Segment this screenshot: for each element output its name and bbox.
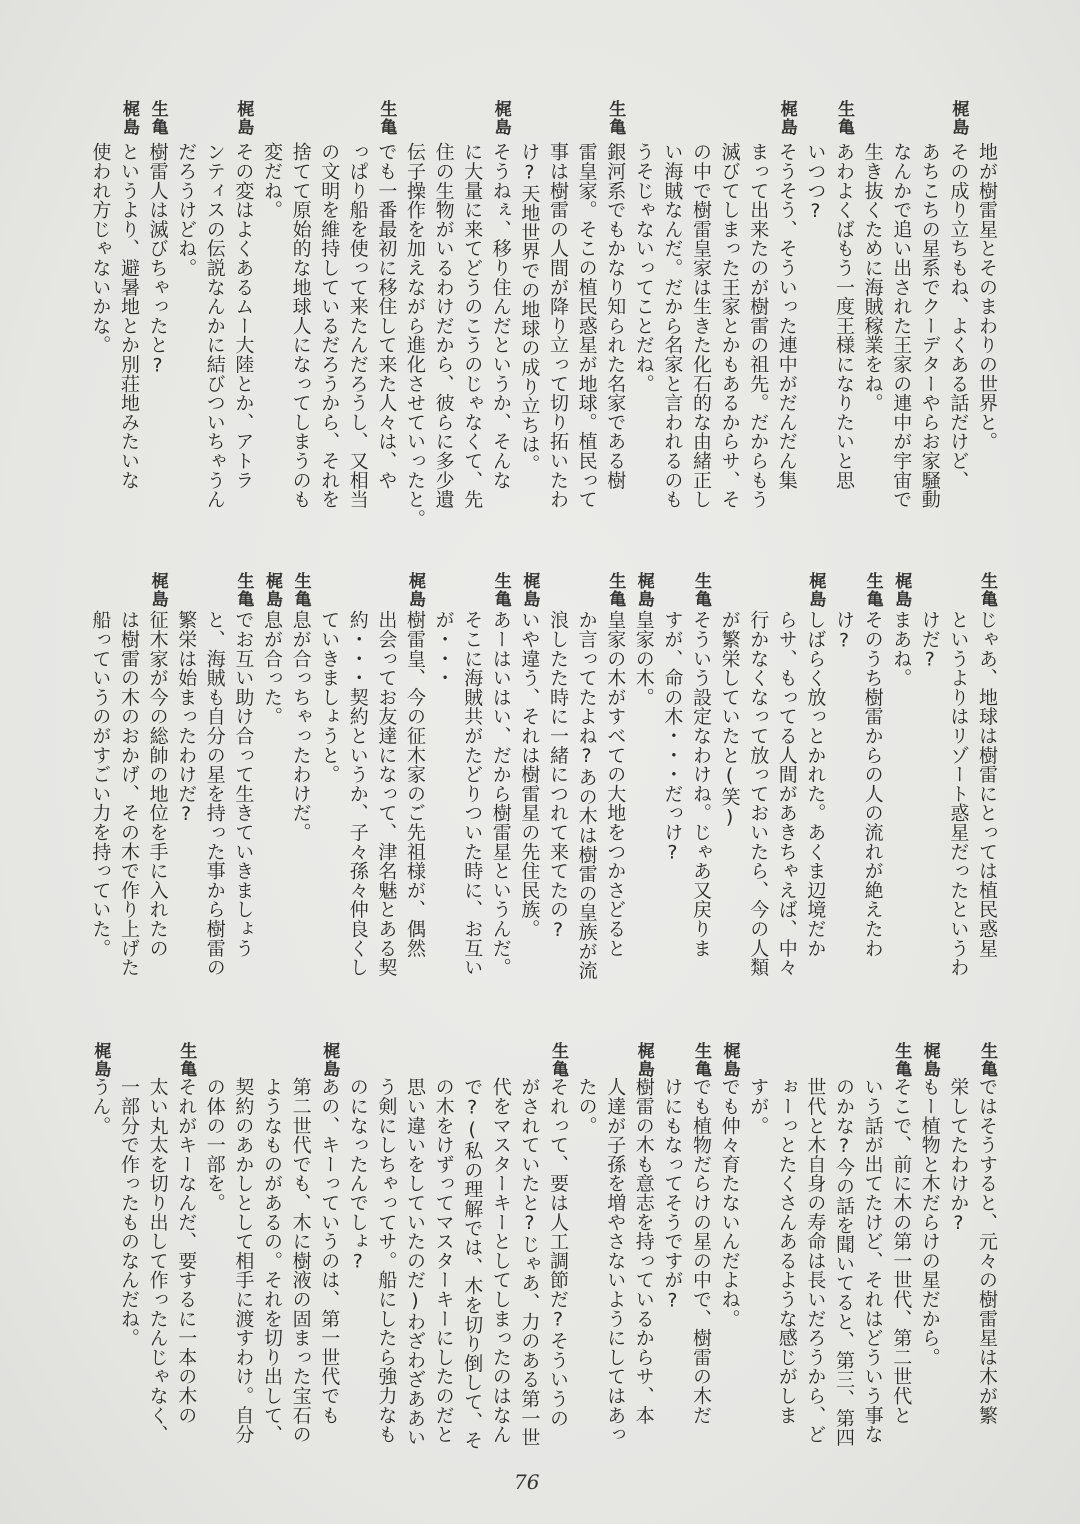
text-line: の中で樹雷皇家は生きた化石的な由緒正し [690,142,712,509]
text-line: ていきましょうと。 [318,610,341,784]
text-line: に大量に来てどうのこうのじゃなくて、先 [461,142,484,509]
text-line: そのうち樹雷からの人の流れが絶えたわ [861,610,884,958]
text-line: 出会ってお友達になって、津名魅とある契 [375,610,398,977]
speaker-label: 生亀 [290,572,311,608]
text-line: 住の生物がいるわけだから、彼らに多少遺 [432,142,455,509]
text-line: そうそう、そういった連中がだんだん集 [775,142,798,490]
text-line: い海賊なんだ。だから名家と言われるのも [661,142,684,509]
speaker-label: 生亀 [605,100,626,136]
text-line: でも植物だらけの星の中で、樹雷の木だ [690,1077,712,1425]
text-line: のになったんでしょ? [346,1077,369,1273]
text-line: 征木家が今の総帥の地位を手に入れたの [146,610,169,958]
text-line: 事は樹雷の人間が降り立って切り拓いたわ [547,142,569,509]
text-line: と、海賊も自分の星を持った事から樹雷の [203,610,226,977]
text-line: 思い違いをしていたのだ)わざわざああい [404,1077,426,1447]
speaker-label: 梶島 [319,1042,340,1078]
text-line: そこに海賊共がたどりついた時に、お互い [461,610,484,977]
speaker-label: 梶島 [805,572,826,608]
text-line: の木をけずってマスターキーにしたのだと [432,1077,455,1444]
speaker-label: 梶島 [147,572,168,608]
text-line: で?(私の理解では、木を切り倒して、そ [461,1077,484,1450]
text-line: らサ、もってる人間があきちゃえば、中々 [775,610,798,977]
speaker-label: 生亀 [605,572,626,608]
speaker-label: 生亀 [147,100,168,136]
speaker-label: 梶島 [262,572,282,608]
text-line: しばらく放っとかれた。あくま辺境だか [804,610,827,958]
speaker-label: 梶島 [519,572,540,608]
speaker-label: 梶島 [90,1042,111,1078]
speaker-label: 梶島 [919,1042,940,1078]
page-number: 76 [514,1470,540,1494]
speaker-label: 梶島 [119,100,139,136]
speaker-label: 梶島 [948,100,969,136]
text-line: ンティスの伝説なんかに結びついちゃうん [203,142,226,509]
text-line: け?天地世界での地球の成り立ちは。 [518,142,541,474]
speaker-label: 梶島 [891,572,912,608]
text-line: 一部分で作ったものなんだね。 [118,1077,140,1348]
text-line: 生き抜くために海賊稼業をね。 [861,142,884,413]
text-line: というよりはリゾート惑星だったというわ [947,610,970,977]
text-line: か言ってたよね?あの木は樹雷の皇族が流 [575,610,598,980]
text-line: けだ? [918,610,941,671]
text-line: じゃあ、地球は樹雷にとっては植民惑星 [976,610,998,958]
text-line: は樹雷の木のおかげ、その木で作り上げた [118,610,140,977]
text-line: あわよくばもう一度王様になりたいと思 [833,142,855,490]
text-line: けにもなってそうですが? [661,1077,684,1312]
text-line: 銀河系でもかなり知られた名家である樹 [604,142,627,490]
text-line: そうねぇ、移り住んだというか、そんな [489,142,512,490]
text-line: け? [833,610,855,652]
text-line: 地が樹雷星とそのまわりの世界と。 [976,142,998,451]
text-line: 滅びてしまった王家とかもあるからサ、そ [718,142,741,509]
text-line: 変だね。 [261,142,283,220]
text-line: ぉーっとたくさんあるような感じがしま [775,1077,798,1425]
text-line: そこで、前に木の第一世代、第二世代と [890,1077,913,1425]
text-line: まって出来たのが樹雷の祖先。だからもう [747,142,770,509]
speaker-label: 梶島 [719,1042,740,1078]
text-line: それって、要は人工調節だ?そういうの [547,1077,569,1428]
speaker-label: 生亀 [233,572,254,608]
text-line: でも一番最初に移住して来た人々は、や [375,142,398,490]
speaker-label: 梶島 [776,100,797,136]
text-line: あーはいはい、だから樹雷星というんだ。 [489,610,512,977]
text-line: 皇家の木。 [632,610,655,707]
speaker-label: 生亀 [176,1042,197,1078]
text-line: っぱり船を使って来たんだろうし、又相当 [346,142,369,509]
text-line: の文明を維持しているだろうから、それを [318,142,341,509]
text-line: それがキーなんだ、要するに一本の木の [175,1077,198,1425]
text-line: う剣にしちゃってサ。船にしたら強力なも [375,1077,398,1444]
text-line: 息が合った。 [261,610,283,726]
text-line: 人達が子孫を増やさないようにしてはあっ [604,1077,627,1444]
text-line: 船っていうのがすごい力を持っていた。 [89,610,112,958]
text-line: そういう設定なわけね。じゃあ又戻りま [690,610,712,958]
speaker-label: 生亀 [977,572,997,608]
text-line: だろうけどね。 [175,142,198,278]
text-line: のかな?今の話を聞いてると、第三、第四 [833,1077,855,1447]
text-line: 約・・・契約というか、子々孫々仲良くし [346,610,369,977]
speaker-label: 生亀 [862,572,883,608]
text-line: たの。 [575,1077,598,1135]
text-line: 行かなくなって放っておいたら、今の人類 [747,610,770,977]
text-line: 樹雷の木も意志を持っているからサ、本 [632,1077,655,1425]
text-line: というより、避暑地とか別荘地みたいな [118,142,140,490]
text-line: すが、命の木・・・だっけ? [661,610,684,864]
speaker-label: 梶島 [233,100,254,136]
speaker-label: 生亀 [891,1042,912,1078]
speaker-label: 梶島 [633,572,654,608]
text-line: いう話が出てたけど、それはどういう事な [861,1077,884,1444]
text-line: 皇家の木がすべての大地をつかさどると [604,610,627,958]
text-line: 代をマスターキーとしてしまったのはなん [489,1077,512,1444]
text-line: なんかで追い出された王家の連中が宇宙で [890,142,913,509]
text-line: いや違う、それは樹雷星の先住民族。 [518,610,541,939]
text-line: その成り立ちもね、よくある話だけど、 [947,142,970,490]
text-line: うそじゃないってことだね。 [632,142,655,393]
text-line: 浪したた時に一緒につれて来てたの? [547,610,569,942]
text-line: 契約のあかしとして相手に渡すわけ。自分 [232,1077,255,1444]
text-line: が繁栄していたと(笑) [718,610,741,829]
text-line: あの、キーっていうのは、第一世代でも [318,1077,341,1425]
text-line: その変はよくあるムー大陸とか、アトラ [232,142,255,490]
text-line: 太い丸太を切り出して作ったんじゃなく、 [146,1077,169,1444]
text-line: 繁栄は始まったわけだ? [175,610,198,826]
text-line: 樹雷皇、今の征木家のご先祖様が、偶然 [404,610,426,958]
text-line: 伝子操作を加えながら進化させていったと。 [404,142,426,528]
text-line: あちこちの星系でクーデターやらお家騒動 [918,142,941,509]
text-line: すが。 [747,1077,770,1135]
text-line: 雷皇家。そこの植民惑星が地球。植民って [575,142,598,509]
text-line: でお互い助け合って生きていきましょう [232,610,255,958]
speaker-label: 梶島 [633,1042,654,1078]
text-line: が・・・ [432,610,455,688]
speaker-label: 生亀 [691,1042,711,1078]
speaker-label: 生亀 [834,100,854,136]
speaker-label: 生亀 [691,572,711,608]
speaker-label: 梶島 [490,100,511,136]
text-line: 使われ方じゃないかな。 [89,142,112,355]
speaker-label: 生亀 [490,572,511,608]
speaker-label: 生亀 [548,1042,568,1078]
text-line: がされていたと?じゃあ、力のある第一世 [518,1077,541,1447]
text-line: 息が合っちゃったわけだ。 [289,610,312,842]
text-line: 捨てて原始的な地球人になってしまうのも [289,142,312,509]
text-line: 栄してたわけか? [947,1077,970,1235]
text-line: の体の一部を。 [203,1077,226,1213]
text-line: まあね。 [890,610,913,688]
text-line: ではそうすると、元々の樹雷星は木が繁 [976,1077,998,1425]
text-line: 第二世代でも、木に樹液の固まった宝石の [289,1077,312,1444]
text-line: 世代と木自身の寿命は長いだろうから、ど [804,1077,827,1444]
speaker-label: 生亀 [977,1042,997,1078]
speaker-label: 生亀 [376,100,397,136]
text-line: 樹雷人は滅びちゃったと? [146,142,169,377]
text-line: うん。 [89,1077,112,1135]
text-line: もー植物と木だらけの星だから。 [918,1077,941,1367]
text-line: いつつ? [804,142,827,223]
text-line: でも仲々育たないんだよね。 [718,1077,741,1328]
speaker-label: 梶島 [405,572,425,608]
text-line: ようなものがあるの。それを切り出して、 [261,1077,283,1444]
